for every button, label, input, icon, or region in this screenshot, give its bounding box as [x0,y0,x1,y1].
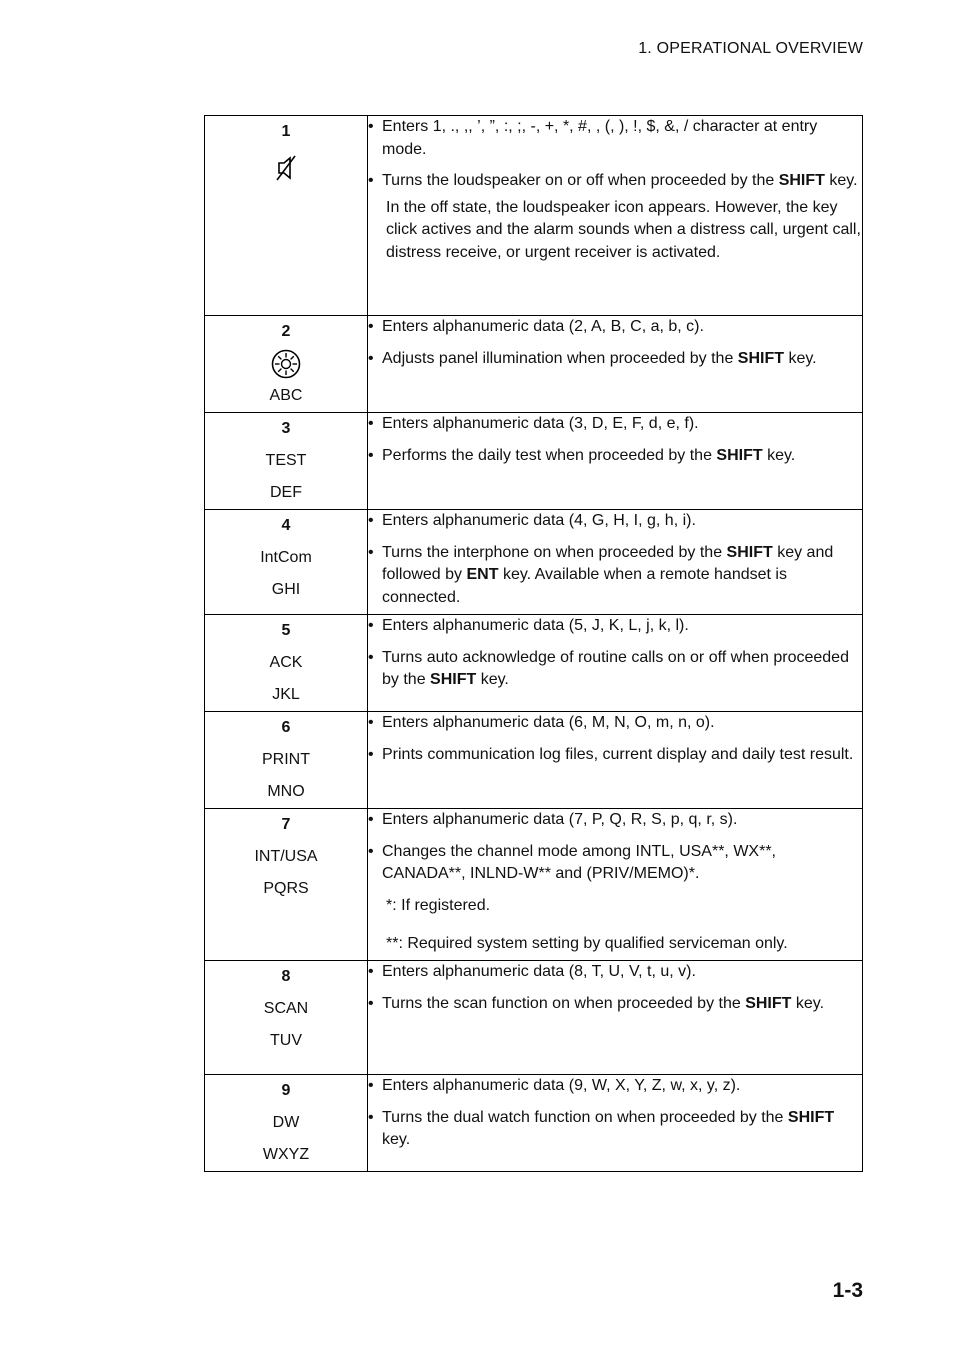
key-function-table [204,115,863,1172]
key-number: 9 [281,1082,291,1099]
page-number: 1-3 [832,1279,863,1302]
description-cell: • Enters alphanumeric data (6, M, N, O, m, n, o). • Prints communication log files, current display and daily test result. [368,712,863,809]
key-number: 3 [281,420,291,437]
description-cell: • Enters alphanumeric data (8, T, U, V, t, u, v). • Turns the scan function on when proceeded by the SHIFT key. [368,961,863,1075]
key-number: 5 [281,622,291,639]
description-cell: • Enters alphanumeric data (9, W, X, Y, Z, w, x, y, z). • Turns the dual watch function on when proceeded by the SHIFT key. [368,1075,863,1172]
key-cell [205,961,368,1075]
key-letters: GHI [271,581,301,598]
key-letters: WXYZ [262,1146,310,1163]
key-function-label: DW [272,1114,300,1131]
description-cell: • Enters alphanumeric data (7, P, Q, R, S, p, q, r, s). • Changes the channel mode among INTL, USA**, WX**, CANADA**, INLND-W** and (PRIV/MEMO)*. *: If registered. **: Required system setting by qualified serviceman only. [368,809,863,961]
table-row [205,712,863,809]
shift-key-label: SHIFT [778,172,825,189]
key-cell [205,316,368,413]
footnote: **: Required system setting by qualified serviceman only. [386,935,788,952]
key-function-label: IntCom [260,549,312,566]
speaker-off-icon [205,148,367,188]
footnote: *: If registered. [386,896,491,914]
table-row [205,615,863,712]
key-function-label: ACK [269,654,303,671]
key-function-label: PRINT [262,751,310,768]
key-cell [205,510,368,615]
key-function-label: INT/USA [254,848,318,865]
key-letters: DEF [270,484,302,501]
description-cell: • Enters alphanumeric data (5, J, K, L, j, k, l). • Turns auto acknowledge of routine calls on or off when proceeded by the SHIFT key. [368,615,863,712]
table-row [205,413,863,510]
table-row [205,116,863,316]
key-number: 8 [281,968,291,985]
table-row [205,510,863,615]
key-letters: JKL [272,686,300,703]
key-letters: ABC [269,387,303,404]
key-function-label: SCAN [263,1000,309,1017]
key-letters: PQRS [263,880,309,897]
description-text: Turns the loudspeaker on or off when proceeded by the [382,172,779,189]
key-cell [205,615,368,712]
key-cell [205,1075,368,1172]
key-number: 7 [281,816,291,833]
table-row [205,316,863,413]
note-text: In the off state, the loudspeaker icon appears. However, the key click actives and the alarm sounds when a distress call, urgent call, distress receive, or urgent receiver is activated. [386,198,861,261]
key-number: 6 [281,719,291,736]
table-row [205,1075,863,1172]
key-number: 1 [281,123,291,140]
key-letters: TUV [270,1032,302,1049]
description-cell: • Enters 1, ., ,, ’, ”, :, ;, -, +, *, #, , (, ), !, $, &, / character at entry mode. • Turns the loudspeaker on or off when proceeded by the SHIFT key. In the off state, the loudspeaker icon appears. However, the key click actives and the alarm sounds when a distress call, urgent call, distress receive, or urgent receiver is activated. [368,116,863,316]
description-cell: • Enters alphanumeric data (2, A, B, C, a, b, c). • Adjusts panel illumination when proceeded by the SHIFT key. [368,316,863,413]
key-number: 2 [281,323,291,340]
key-number: 4 [281,517,291,534]
description-cell: • Enters alphanumeric data (3, D, E, F, d, e, f). • Performs the daily test when proceeded by the SHIFT key. [368,413,863,510]
key-cell [205,809,368,961]
description-text: Enters 1, ., ,, ’, ”, :, ;, -, +, *, #, , (, ), !, $, &, / character at entry mode. [382,118,818,158]
key-function-label: TEST [265,452,307,469]
key-cell [205,413,368,510]
key-cell [205,712,368,809]
table-row [205,809,863,961]
table-row [205,961,863,1075]
description-cell: • Enters alphanumeric data (4, G, H, I, g, h, i). • Turns the interphone on when proceeded by the SHIFT key and followed by ENT key. Available when a remote handset is connected. [368,510,863,615]
section-header: 1. OPERATIONAL OVERVIEW [638,40,863,57]
key-letters: MNO [267,783,305,800]
key-cell [205,116,368,316]
illumination-icon [205,348,367,380]
